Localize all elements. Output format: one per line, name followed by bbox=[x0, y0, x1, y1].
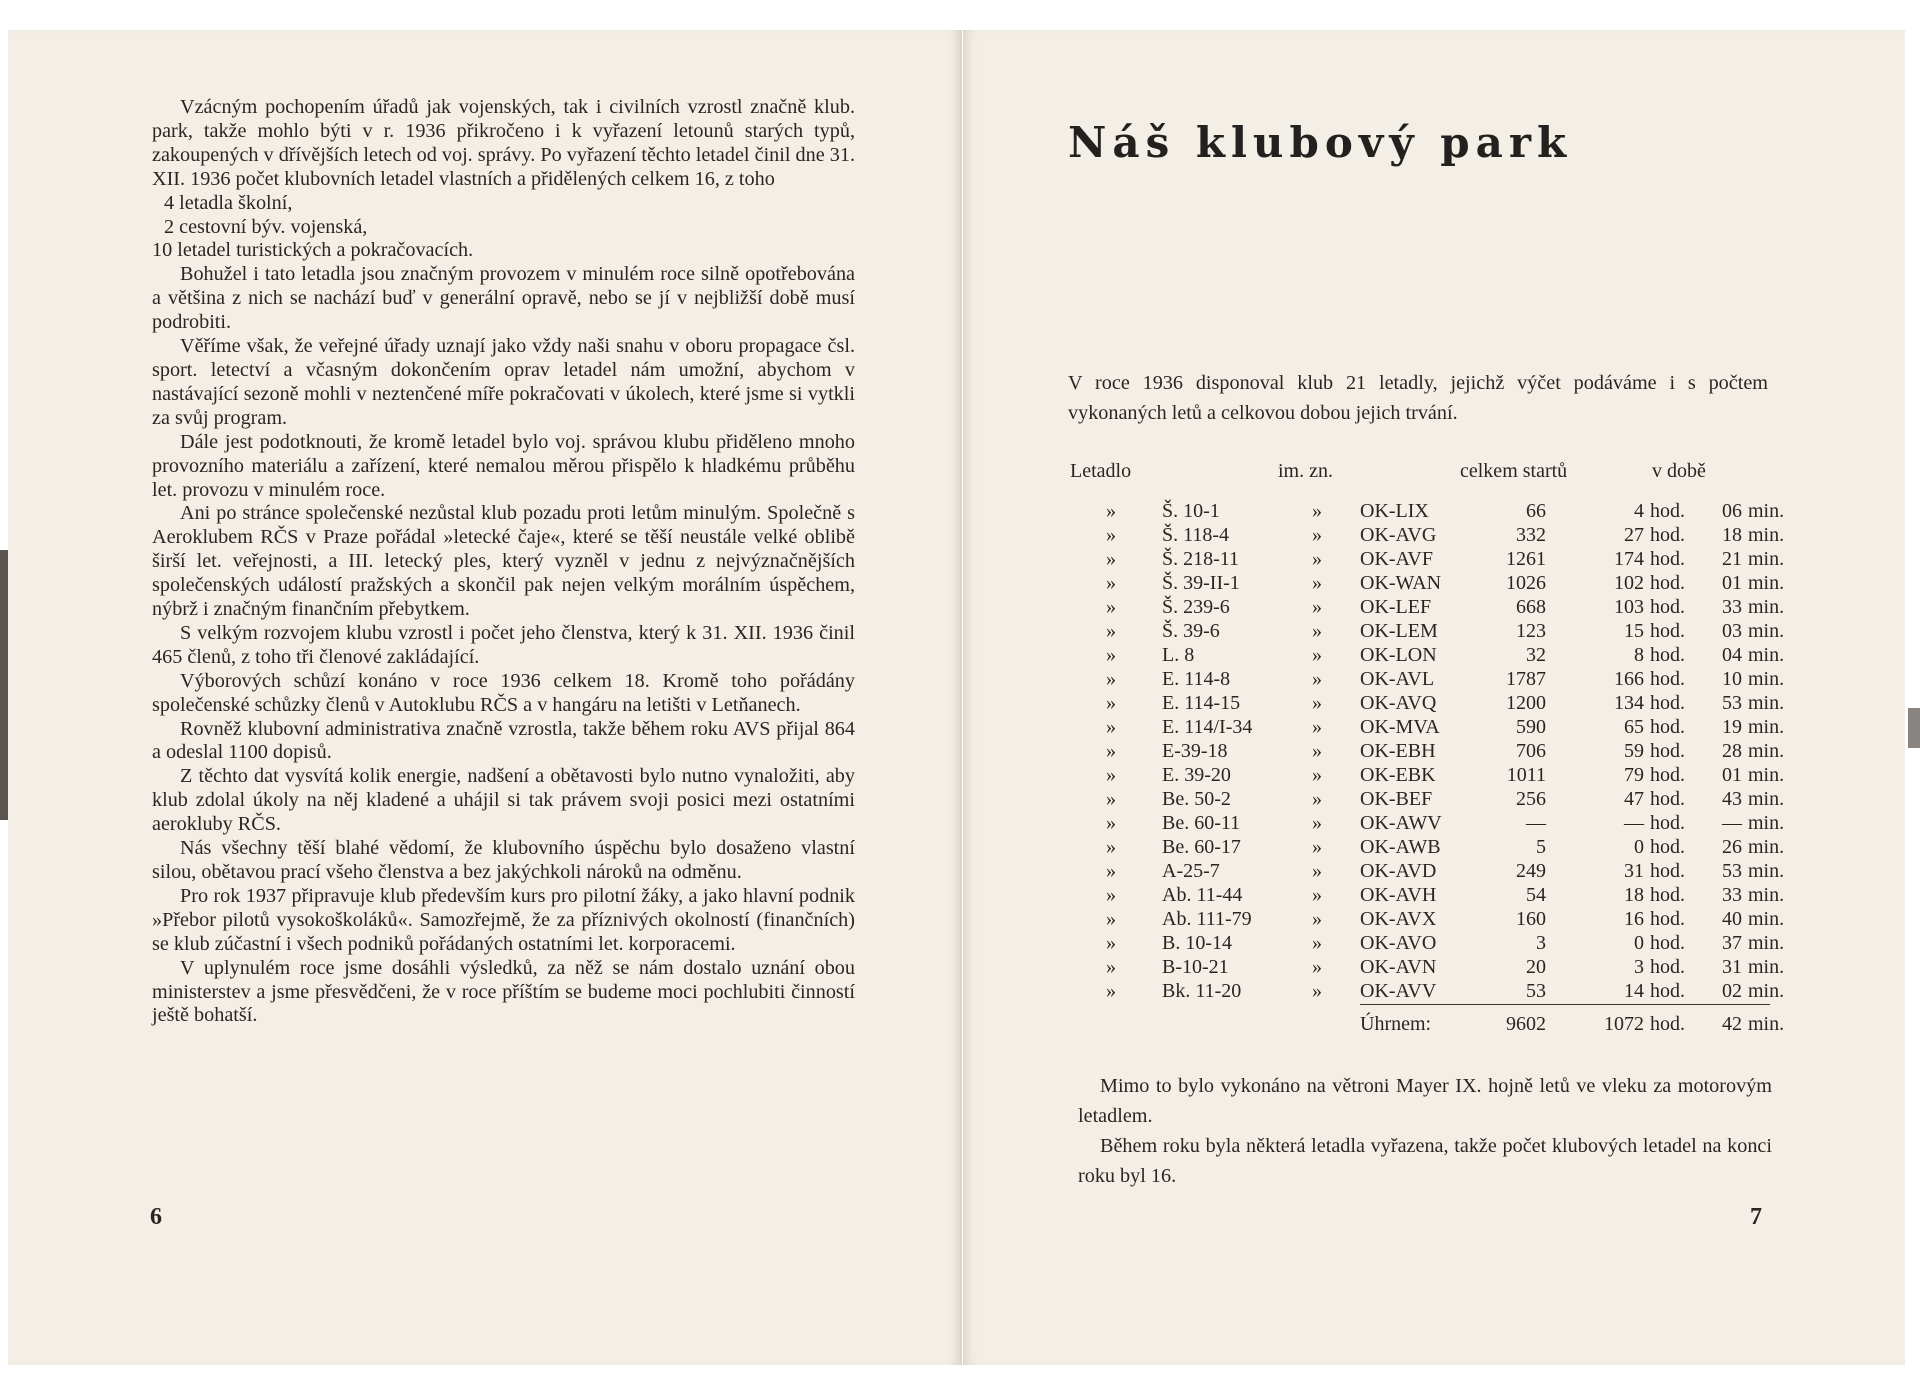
table-row bbox=[1068, 619, 1788, 643]
min-unit: min. bbox=[1748, 788, 1785, 810]
minutes-value: 26 bbox=[1722, 836, 1742, 858]
paragraph: Rovněž klubovní administrativa značně vzrostla, takže během roku AVS přijal 864 a odeslal 1100 dopisů. bbox=[152, 717, 855, 764]
registration: OK-LEF bbox=[1360, 596, 1432, 618]
paragraph: Z těchto dat vysvítá kolik energie, nadšení a obětavosti bylo nutno vynaložiti, aby klub zdolal úkoly na něj kladené a uhájil si tak právem svoji posici mezi ostatními aerokluby RČS. bbox=[152, 765, 855, 836]
aircraft-type: Be. 50-2 bbox=[1162, 788, 1231, 810]
paragraph: Nás všechny těší blahé vědomí, že klubovního úspěchu bylo dosaženo vlastní silou, obětavou prací všeho členstva a bez jakýchkoli nároků na odměnu. bbox=[152, 837, 855, 883]
minutes-value: 04 bbox=[1722, 644, 1742, 666]
min-unit: min. bbox=[1748, 500, 1785, 522]
column-header-starts: celkem startů bbox=[1460, 460, 1568, 482]
column-header-registration: im. zn. bbox=[1278, 460, 1333, 482]
min-unit: min. bbox=[1748, 956, 1785, 978]
registration: OK-AWV bbox=[1360, 812, 1442, 834]
registration: OK-AVO bbox=[1360, 932, 1437, 954]
ditto-mark: » bbox=[1106, 956, 1116, 978]
registration: OK-AVX bbox=[1360, 908, 1437, 930]
ditto-mark: » bbox=[1106, 788, 1116, 810]
ditto-mark: » bbox=[1106, 692, 1116, 714]
registration: OK-MVA bbox=[1360, 716, 1440, 738]
hod-unit: hod. bbox=[1650, 884, 1685, 906]
list-item: 10 letadel turistických a pokračovacích. bbox=[152, 239, 474, 262]
aircraft-type: E. 39-20 bbox=[1162, 764, 1231, 786]
minutes-value: 37 bbox=[1722, 932, 1742, 954]
ditto-mark: » bbox=[1312, 812, 1322, 834]
ditto-mark: » bbox=[1106, 980, 1116, 1002]
closing-text bbox=[1078, 1071, 1772, 1191]
paragraph: Během roku byla některá letadla vyřazena, takže počet klubových letadel na konci roku byl 16. bbox=[1078, 1135, 1772, 1187]
aircraft-type: Š. 118-4 bbox=[1162, 524, 1230, 546]
hod-unit: hod. bbox=[1650, 932, 1685, 954]
ditto-mark: » bbox=[1312, 860, 1322, 882]
minutes-value: 31 bbox=[1722, 956, 1742, 978]
table-row bbox=[1068, 763, 1788, 787]
starts-count: 706 bbox=[1516, 740, 1546, 762]
ditto-mark: » bbox=[1312, 740, 1322, 762]
ditto-mark: » bbox=[1106, 860, 1116, 882]
registration: OK-LEM bbox=[1360, 620, 1438, 642]
table-row bbox=[1068, 667, 1788, 691]
min-unit: min. bbox=[1748, 692, 1785, 714]
registration: OK-AVG bbox=[1360, 524, 1437, 546]
hours-value: 15 bbox=[1624, 620, 1644, 642]
starts-count: 1261 bbox=[1506, 548, 1546, 570]
paragraph: V roce 1936 disponoval klub 21 letadly, jejichž výčet podáváme i s počtem vykonaných letů a celkovou dobou jejich trvání. bbox=[1068, 372, 1768, 424]
minutes-value: — bbox=[1722, 812, 1742, 834]
hod-unit: hod. bbox=[1650, 908, 1685, 930]
minutes-value: 40 bbox=[1722, 908, 1742, 930]
hod-unit: hod. bbox=[1650, 596, 1685, 618]
table-row bbox=[1068, 523, 1788, 547]
aircraft-type: Be. 60-17 bbox=[1162, 836, 1241, 858]
hod-unit: hod. bbox=[1650, 548, 1685, 570]
table-row bbox=[1068, 715, 1788, 739]
starts-count: 1011 bbox=[1506, 764, 1546, 786]
paragraph: Mimo to bylo vykonáno na větroni Mayer IX. hojně letů ve vleku za motorovým letadlem. bbox=[1078, 1075, 1772, 1127]
ditto-mark: » bbox=[1106, 932, 1116, 954]
column-header-aircraft: Letadlo bbox=[1070, 460, 1132, 482]
starts-count: 3 bbox=[1536, 932, 1546, 954]
ditto-mark: » bbox=[1312, 668, 1322, 690]
hours-value: 8 bbox=[1634, 644, 1644, 666]
table-row bbox=[1068, 931, 1788, 955]
hod-unit: hod. bbox=[1650, 500, 1685, 522]
minutes-value: 53 bbox=[1722, 860, 1742, 882]
registration: OK-AVH bbox=[1360, 884, 1437, 906]
registration: OK-LIX bbox=[1360, 500, 1429, 522]
min-unit: min. bbox=[1748, 812, 1785, 834]
min-unit: min. bbox=[1748, 644, 1785, 666]
page-edge-mark bbox=[1908, 708, 1920, 748]
ditto-mark: » bbox=[1106, 884, 1116, 906]
hours-value: 14 bbox=[1624, 980, 1644, 1002]
hod-unit: hod. bbox=[1650, 620, 1685, 642]
paragraph: Dále jest podotknouti, že kromě letadel bylo voj. správou klubu přiděleno mnoho provozního materiálu a zařízení, které nemalou měrou přispělo k hladkému průběhu let. provozu v minulém roce. bbox=[152, 430, 855, 501]
min-unit: min. bbox=[1748, 668, 1785, 690]
paragraph: Ani po stránce společenské nezůstal klub pozadu proti letům minulým. Společně s Aeroklubem RČS v Praze pořádal »letecké čaje«, které se těší neustále velké oblibě širší let. veřejnosti, a III. letecký ples, který vyzněl v jednu z nejvýznačnějších společenských událostí pražských a skončil pak nejen velkým morálním úspěchem, nýbrž i značným finančním přebytkem. bbox=[152, 502, 855, 621]
ditto-mark: » bbox=[1312, 620, 1322, 642]
min-unit: min. bbox=[1748, 764, 1785, 786]
table-row bbox=[1068, 595, 1788, 619]
ditto-mark: » bbox=[1106, 668, 1116, 690]
ditto-mark: » bbox=[1106, 908, 1116, 930]
registration: OK-BEF bbox=[1360, 788, 1433, 810]
table-row bbox=[1068, 691, 1788, 715]
ditto-mark: » bbox=[1312, 572, 1322, 594]
ditto-mark: » bbox=[1312, 500, 1322, 522]
starts-count: 54 bbox=[1526, 884, 1546, 906]
table-row bbox=[1068, 739, 1788, 763]
page-number: 6 bbox=[150, 1204, 162, 1230]
hours-value: 79 bbox=[1624, 764, 1644, 786]
table-row bbox=[1068, 547, 1788, 571]
min-unit: min. bbox=[1748, 980, 1785, 1002]
registration: OK-EBH bbox=[1360, 740, 1436, 762]
min-unit: min. bbox=[1748, 572, 1785, 594]
starts-count: 66 bbox=[1526, 500, 1546, 522]
table-row bbox=[1068, 499, 1788, 523]
paragraph: Bohužel i tato letadla jsou značným provozem v minulém roce silně opotřebována a většina z nich se nachází buď v generální opravě, nebo se jí v nejbližší době musí podrobiti. bbox=[152, 263, 855, 334]
ditto-mark: » bbox=[1312, 884, 1322, 906]
ditto-mark: » bbox=[1312, 836, 1322, 858]
paragraph: S velkým rozvojem klubu vzrostl i počet jeho členstva, který k 31. XII. 1936 činil 465 členů, z toho tři členové zakládající. bbox=[152, 621, 855, 668]
table-row bbox=[1068, 811, 1788, 835]
aircraft-type: Be. 60-11 bbox=[1162, 812, 1241, 834]
starts-count: 1787 bbox=[1506, 668, 1546, 690]
minutes-value: 01 bbox=[1722, 572, 1742, 594]
ditto-mark: » bbox=[1106, 524, 1116, 546]
aircraft-type: Š. 218-11 bbox=[1162, 548, 1240, 570]
minutes-value: 03 bbox=[1722, 620, 1742, 642]
list-item: 4 letadla školní, bbox=[164, 191, 293, 214]
starts-count: 590 bbox=[1516, 716, 1546, 738]
starts-count: 53 bbox=[1526, 980, 1546, 1002]
min-unit: min. bbox=[1748, 596, 1785, 618]
aircraft-type: Ab. 111-79 bbox=[1162, 908, 1252, 930]
minutes-value: 28 bbox=[1722, 740, 1742, 762]
starts-count: 5 bbox=[1536, 836, 1546, 858]
minutes-value: 53 bbox=[1722, 692, 1742, 714]
table-row bbox=[1068, 643, 1788, 667]
aircraft-type: E. 114-15 bbox=[1162, 692, 1241, 714]
min-unit: min. bbox=[1748, 860, 1785, 882]
total-hod: hod. bbox=[1650, 1013, 1685, 1035]
total-label: Úhrnem: bbox=[1360, 1013, 1432, 1035]
min-unit: min. bbox=[1748, 620, 1785, 642]
table-total-row bbox=[1068, 1012, 1788, 1036]
hod-unit: hod. bbox=[1650, 788, 1685, 810]
ditto-mark: » bbox=[1106, 500, 1116, 522]
starts-count: 1026 bbox=[1506, 572, 1546, 594]
list-item: 2 cestovní býv. vojenská, bbox=[164, 215, 368, 238]
hours-value: 102 bbox=[1614, 572, 1644, 594]
hours-value: 47 bbox=[1624, 788, 1644, 810]
aircraft-type: Š. 239-6 bbox=[1162, 596, 1230, 618]
left-page-text bbox=[152, 96, 855, 1028]
aircraft-type: Š. 10-1 bbox=[1162, 500, 1220, 522]
hod-unit: hod. bbox=[1650, 836, 1685, 858]
minutes-value: 43 bbox=[1722, 788, 1742, 810]
hod-unit: hod. bbox=[1650, 572, 1685, 594]
aircraft-type: B. 10-14 bbox=[1162, 932, 1232, 954]
starts-count: 123 bbox=[1516, 620, 1546, 642]
aircraft-type: Ab. 11-44 bbox=[1162, 884, 1243, 906]
starts-count: 1200 bbox=[1506, 692, 1546, 714]
minutes-value: 21 bbox=[1722, 548, 1742, 570]
ditto-mark: » bbox=[1312, 788, 1322, 810]
hod-unit: hod. bbox=[1650, 740, 1685, 762]
table-row bbox=[1068, 571, 1788, 595]
registration: OK-AVV bbox=[1360, 980, 1437, 1002]
min-unit: min. bbox=[1748, 908, 1785, 930]
table-row bbox=[1068, 979, 1788, 1003]
page-number: 7 bbox=[1750, 1204, 1762, 1230]
total-hours: 1072 bbox=[1604, 1013, 1644, 1035]
paragraph: Vzácným pochopením úřadů jak vojenských, tak i civilních vzrostl značně klub. park, takže mohlo býti v r. 1936 přikročeno i k vyřazení letounů starých typů, zakoupených v dřívějších letech od voj. správy. Po vyřazení těchto letadel činil dne 31. XII. 1936 počet klubovních letadel vlastních a přidělených celkem 16, z toho bbox=[152, 96, 855, 190]
paragraph: Věříme však, že veřejné úřady uznají jako vždy naši snahu v oboru propagace čsl. sport. letectví a včasným dokončením oprav letadel nám umožní, abychom v nastávající sezoně mohli v neztenčené míře pokračovati v úkolech, které jsme si vytkli za svůj program. bbox=[152, 335, 855, 429]
starts-count: — bbox=[1526, 812, 1546, 834]
table-row bbox=[1068, 883, 1788, 907]
table-row bbox=[1068, 955, 1788, 979]
ditto-mark: » bbox=[1106, 572, 1116, 594]
aircraft-type: Š. 39-6 bbox=[1162, 620, 1220, 642]
hod-unit: hod. bbox=[1650, 764, 1685, 786]
min-unit: min. bbox=[1748, 932, 1785, 954]
ditto-mark: » bbox=[1312, 692, 1322, 714]
total-starts: 9602 bbox=[1506, 1013, 1546, 1035]
hours-value: 134 bbox=[1614, 692, 1644, 714]
table-row bbox=[1068, 787, 1788, 811]
hours-value: 3 bbox=[1634, 956, 1644, 978]
hod-unit: hod. bbox=[1650, 860, 1685, 882]
hod-unit: hod. bbox=[1650, 524, 1685, 546]
aircraft-table bbox=[1068, 499, 1788, 1003]
registration: OK-AVF bbox=[1360, 548, 1433, 570]
hod-unit: hod. bbox=[1650, 644, 1685, 666]
paragraph: Výborových schůzí konáno v roce 1936 celkem 18. Kromě toho pořádány společenské schůzky členů v Autoklubu RČS a v hangáru na letišti v Letňanech. bbox=[152, 669, 855, 716]
page-edge-mark bbox=[0, 550, 8, 820]
hours-value: 59 bbox=[1624, 740, 1644, 762]
starts-count: 20 bbox=[1526, 956, 1546, 978]
min-unit: min. bbox=[1748, 716, 1785, 738]
hod-unit: hod. bbox=[1650, 668, 1685, 690]
ditto-mark: » bbox=[1312, 980, 1322, 1002]
paragraph: V uplynulém roce jsme dosáhli výsledků, za něž se nám dostalo uznání obou ministerstev a jsme přesvědčeni, že v roce příštím se budeme moci pochlubiti činností ještě bohatší. bbox=[152, 956, 855, 1027]
hours-value: 4 bbox=[1634, 500, 1644, 522]
ditto-mark: » bbox=[1106, 716, 1116, 738]
ditto-mark: » bbox=[1106, 644, 1116, 666]
aircraft-type: E-39-18 bbox=[1162, 740, 1228, 762]
hours-value: 0 bbox=[1634, 836, 1644, 858]
min-unit: min. bbox=[1748, 524, 1785, 546]
ditto-mark: » bbox=[1312, 524, 1322, 546]
registration: OK-EBK bbox=[1360, 764, 1436, 786]
hod-unit: hod. bbox=[1650, 980, 1685, 1002]
minutes-value: 10 bbox=[1722, 668, 1742, 690]
hod-unit: hod. bbox=[1650, 812, 1685, 834]
hod-unit: hod. bbox=[1650, 692, 1685, 714]
minutes-value: 02 bbox=[1722, 980, 1742, 1002]
starts-count: 332 bbox=[1516, 524, 1546, 546]
hod-unit: hod. bbox=[1650, 716, 1685, 738]
ditto-mark: » bbox=[1106, 740, 1116, 762]
starts-count: 249 bbox=[1516, 860, 1546, 882]
page-title: Náš klubový park bbox=[1068, 118, 1573, 167]
ditto-mark: » bbox=[1106, 836, 1116, 858]
ditto-mark: » bbox=[1312, 764, 1322, 786]
minutes-value: 33 bbox=[1722, 884, 1742, 906]
min-unit: min. bbox=[1748, 740, 1785, 762]
total-minutes: 42 bbox=[1722, 1013, 1742, 1035]
intro-text bbox=[1068, 368, 1768, 428]
registration: OK-AWB bbox=[1360, 836, 1441, 858]
aircraft-type: B-10-21 bbox=[1162, 956, 1229, 978]
ditto-mark: » bbox=[1106, 764, 1116, 786]
aircraft-type: Bk. 11-20 bbox=[1162, 980, 1242, 1002]
table-row bbox=[1068, 859, 1788, 883]
registration: OK-AVD bbox=[1360, 860, 1437, 882]
hours-value: 174 bbox=[1614, 548, 1644, 570]
registration: OK-AVL bbox=[1360, 668, 1435, 690]
hours-value: 31 bbox=[1624, 860, 1644, 882]
aircraft-type: Š. 39-II-1 bbox=[1162, 572, 1240, 594]
hours-value: 16 bbox=[1624, 908, 1644, 930]
starts-count: 160 bbox=[1516, 908, 1546, 930]
registration: OK-AVN bbox=[1360, 956, 1437, 978]
registration: OK-WAN bbox=[1360, 572, 1442, 594]
aircraft-type: L. 8 bbox=[1162, 644, 1195, 666]
ditto-mark: » bbox=[1312, 596, 1322, 618]
minutes-value: 01 bbox=[1722, 764, 1742, 786]
minutes-value: 18 bbox=[1722, 524, 1742, 546]
ditto-mark: » bbox=[1312, 716, 1322, 738]
hours-value: 0 bbox=[1634, 932, 1644, 954]
ditto-mark: » bbox=[1106, 812, 1116, 834]
registration: OK-AVQ bbox=[1360, 692, 1437, 714]
hours-value: — bbox=[1624, 812, 1644, 834]
starts-count: 668 bbox=[1516, 596, 1546, 618]
ditto-mark: » bbox=[1312, 956, 1322, 978]
starts-count: 256 bbox=[1516, 788, 1546, 810]
aircraft-type: E. 114-8 bbox=[1162, 668, 1231, 690]
hours-value: 65 bbox=[1624, 716, 1644, 738]
registration: OK-LON bbox=[1360, 644, 1437, 666]
minutes-value: 06 bbox=[1722, 500, 1742, 522]
ditto-mark: » bbox=[1106, 548, 1116, 570]
starts-count: 32 bbox=[1526, 644, 1546, 666]
column-header-duration: v době bbox=[1652, 460, 1706, 482]
ditto-mark: » bbox=[1312, 644, 1322, 666]
aircraft-type: A-25-7 bbox=[1162, 860, 1220, 882]
table-row bbox=[1068, 835, 1788, 859]
min-unit: min. bbox=[1748, 884, 1785, 906]
hours-value: 18 bbox=[1624, 884, 1644, 906]
hours-value: 166 bbox=[1614, 668, 1644, 690]
hod-unit: hod. bbox=[1650, 956, 1685, 978]
aircraft-type: E. 114/I-34 bbox=[1162, 716, 1253, 738]
ditto-mark: » bbox=[1312, 908, 1322, 930]
ditto-mark: » bbox=[1312, 548, 1322, 570]
min-unit: min. bbox=[1748, 836, 1785, 858]
ditto-mark: » bbox=[1106, 620, 1116, 642]
min-unit: min. bbox=[1748, 548, 1785, 570]
minutes-value: 33 bbox=[1722, 596, 1742, 618]
minutes-value: 19 bbox=[1722, 716, 1742, 738]
paragraph: Pro rok 1937 připravuje klub především kurs pro pilotní žáky, a jako hlavní podnik »Přebor pilotů vysokoškoláků«. Samozřejmě, že za příznivých okolností (finančních) se klub zúčastní i všech podniků pořádaných ostatními let. korporacemi. bbox=[152, 884, 855, 955]
table-row bbox=[1068, 907, 1788, 931]
total-min: min. bbox=[1748, 1013, 1785, 1035]
hours-value: 103 bbox=[1614, 596, 1644, 618]
total-rule bbox=[1360, 1004, 1770, 1005]
ditto-mark: » bbox=[1106, 596, 1116, 618]
hours-value: 27 bbox=[1624, 524, 1644, 546]
ditto-mark: » bbox=[1312, 932, 1322, 954]
